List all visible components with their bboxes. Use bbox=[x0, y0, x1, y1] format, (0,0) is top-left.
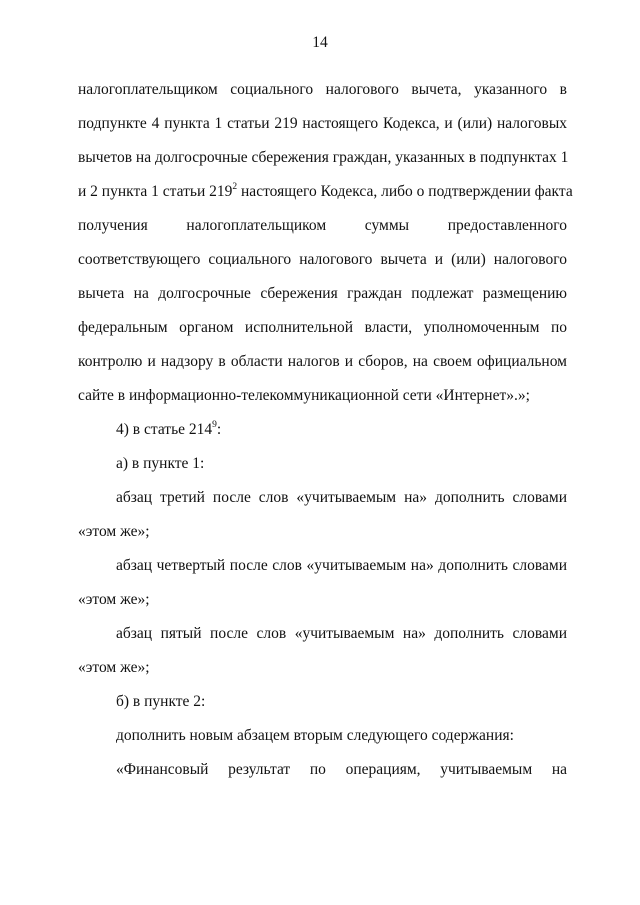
text-fragment: : bbox=[216, 421, 222, 438]
page-number: 14 bbox=[312, 34, 328, 51]
text-fragment: и 2 пункта 1 статьи 219 bbox=[78, 183, 233, 200]
superscript: 2 bbox=[232, 181, 238, 192]
text-line: федеральным органом исполнительной власти, уполномоченным по bbox=[78, 319, 567, 336]
text-fragment: 4) в статье 214 bbox=[116, 421, 213, 438]
text-line: получения налогоплательщиком суммы предоставленного bbox=[78, 217, 567, 234]
text-line: сайте в информационно-телекоммуникационной сети «Интернет».»; bbox=[78, 387, 530, 404]
text-line: контролю и надзору в области налогов и сборов, на своем официальном bbox=[78, 353, 567, 370]
text-line: дополнить новым абзацем вторым следующего содержания: bbox=[116, 727, 514, 744]
text-line: абзац третий после слов «учитываемым на» дополнить словами bbox=[116, 489, 567, 506]
text-line: абзац пятый после слов «учитываемым на» дополнить словами bbox=[116, 625, 567, 642]
text-line: «Финансовый результат по операциям, учитываемым на bbox=[116, 761, 567, 778]
text-line: налогоплательщиком социального налогового вычета, указанного в bbox=[78, 81, 567, 98]
text-line: соответствующего социального налогового вычета и (или) налогового bbox=[78, 251, 567, 268]
text-line: подпункте 4 пункта 1 статьи 219 настоящего Кодекса, и (или) налоговых bbox=[78, 115, 567, 132]
text-line: вычетов на долгосрочные сбережения граждан, указанных в подпунктах 1 bbox=[78, 149, 569, 166]
text-line bbox=[78, 175, 573, 209]
text-line: «этом же»; bbox=[78, 523, 150, 540]
document-body bbox=[78, 73, 573, 787]
superscript: 9 bbox=[212, 419, 217, 430]
text-line: «этом же»; bbox=[78, 659, 150, 676]
text-line: б) в пункте 2: bbox=[116, 693, 206, 710]
text-line bbox=[78, 413, 567, 447]
text-line: абзац четвертый после слов «учитываемым на» дополнить словами bbox=[116, 557, 567, 574]
text-line: а) в пункте 1: bbox=[116, 455, 205, 472]
text-line: «этом же»; bbox=[78, 591, 150, 608]
text-fragment: настоящего Кодекса, либо о подтверждении факта bbox=[237, 183, 573, 200]
text-line: вычета на долгосрочные сбережения граждан подлежат размещению bbox=[78, 285, 567, 302]
